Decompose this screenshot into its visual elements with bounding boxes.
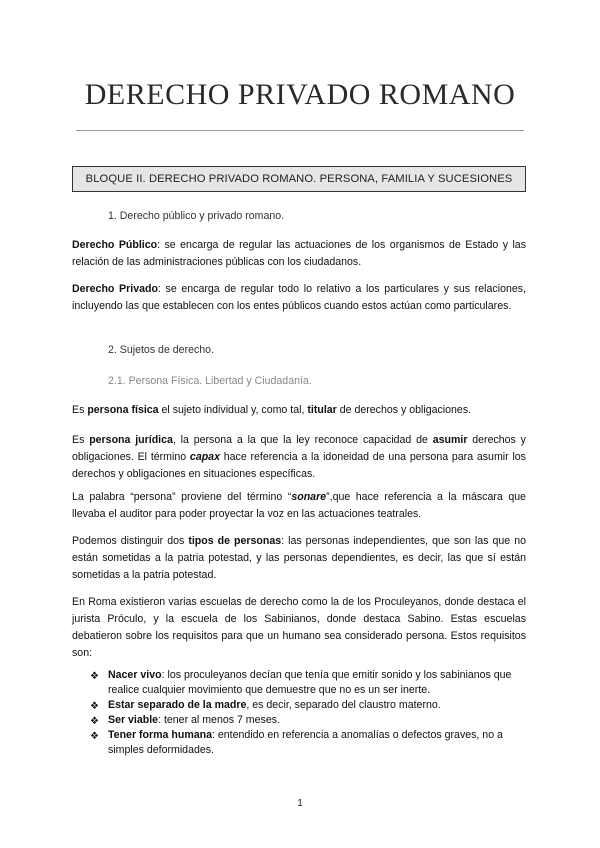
text-segment: Podemos distinguir dos <box>72 535 189 547</box>
text-derecho-publico: : se encarga de regular las actuaciones de los organismos de Estado y las relación de las administraciones públicas con los ciudadanos. <box>72 239 526 268</box>
term-persona-fisica: persona física <box>87 404 159 416</box>
list-item-text: : los proculeyanos decían que tenía que emitir sonido y los sabinianos que realice cualquier movimiento que demuestre que no es un ser inerte. <box>108 669 512 696</box>
term-derecho-publico: Derecho Público <box>72 239 158 251</box>
text-segment: , la persona a la que la ley reconoce capacidad de <box>172 434 433 446</box>
term-sonare: sonare <box>291 491 327 503</box>
requirements-list <box>90 668 526 758</box>
term-tipos-personas: tipos de personas <box>188 535 282 547</box>
list-item <box>90 713 526 728</box>
text-segment: hace referencia a la idoneidad de una persona para asumir los derechos y obligaciones en situaciones específicas. <box>72 451 526 480</box>
text-segment: Es <box>72 434 90 446</box>
paragraph-tipos-personas <box>72 533 526 584</box>
text-segment: ”,que hace referencia a la máscara que llevaba el auditor para poder proyectar la voz en las actuaciones teatrales. <box>72 491 526 520</box>
text-derecho-privado: : se encarga de regular todo lo relativo a los particulares y sus relaciones, incluyendo las que establecen con los entes públicos cuando estos actúan como particulares. <box>72 283 526 312</box>
diamond-bullet-icon: ❖ <box>90 731 99 742</box>
list-item-text: , es decir, separado del claustro materno. <box>246 699 441 711</box>
text-segment: Es <box>72 404 88 416</box>
text-segment: derechos y obligaciones. El término <box>72 434 526 463</box>
text-segment: el sujeto individual y, como tal, <box>158 404 308 416</box>
term-derecho-privado: Derecho Privado <box>72 283 158 295</box>
text-segment: La palabra “persona” proviene del término “ <box>72 491 292 503</box>
term-capax: capax <box>189 451 220 463</box>
document-title: DERECHO PRIVADO ROMANO <box>84 78 516 111</box>
list-item-term: Nacer vivo <box>108 669 162 681</box>
heading-2-1: 2.1. Persona Física. Libertad y Ciudadanía. <box>108 375 312 387</box>
paragraph-escuelas: En Roma existieron varias escuelas de derecho como la de los Proculeyanos, donde destaca el jurista Próculo, y la escuela de los Sabinianos, donde destaca Sabino. Estas escuelas debatieron sobre los requisitos para que un humano sea considerado persona. Estos requisitos son: <box>72 596 526 659</box>
list-item-term: Tener forma humana <box>108 729 212 741</box>
term-asumir: asumir <box>432 434 468 446</box>
term-titular: titular <box>307 404 337 416</box>
list-item-term: Ser viable <box>108 714 159 726</box>
list-item <box>90 698 526 713</box>
list-item-text: : tener al menos 7 meses. <box>158 714 280 726</box>
diamond-bullet-icon: ❖ <box>90 716 99 727</box>
list-item <box>90 668 526 698</box>
paragraph-persona-fisica <box>72 402 526 419</box>
page-number: 1 <box>297 798 303 809</box>
list-item <box>90 728 526 758</box>
text-segment: : las personas independientes, que son las que no están sometidas a la patria potestad, y las personas dependientes, es decir, las que sí están sometidas a la patria potestad. <box>72 535 526 581</box>
list-item-text: : entendido en referencia a anomalías o defectos graves, no a simples deformidades. <box>108 729 503 756</box>
diamond-bullet-icon: ❖ <box>90 671 99 682</box>
heading-1: 1. Derecho público y privado romano. <box>108 210 285 222</box>
section-banner: BLOQUE II. DERECHO PRIVADO ROMANO. PERSONA, FAMILIA Y SUCESIONES <box>72 166 526 192</box>
text-segment: de derechos y obligaciones. <box>336 404 472 416</box>
paragraph-sonare <box>72 489 526 523</box>
paragraph-derecho-privado <box>72 281 526 315</box>
paragraph-persona-juridica <box>72 432 526 483</box>
list-item-term: Estar separado de la madre <box>108 699 247 711</box>
term-persona-juridica: persona jurídica <box>89 434 173 446</box>
title-divider <box>76 130 524 131</box>
diamond-bullet-icon: ❖ <box>90 701 99 712</box>
paragraph-derecho-publico <box>72 237 526 271</box>
heading-2: 2. Sujetos de derecho. <box>108 344 215 356</box>
